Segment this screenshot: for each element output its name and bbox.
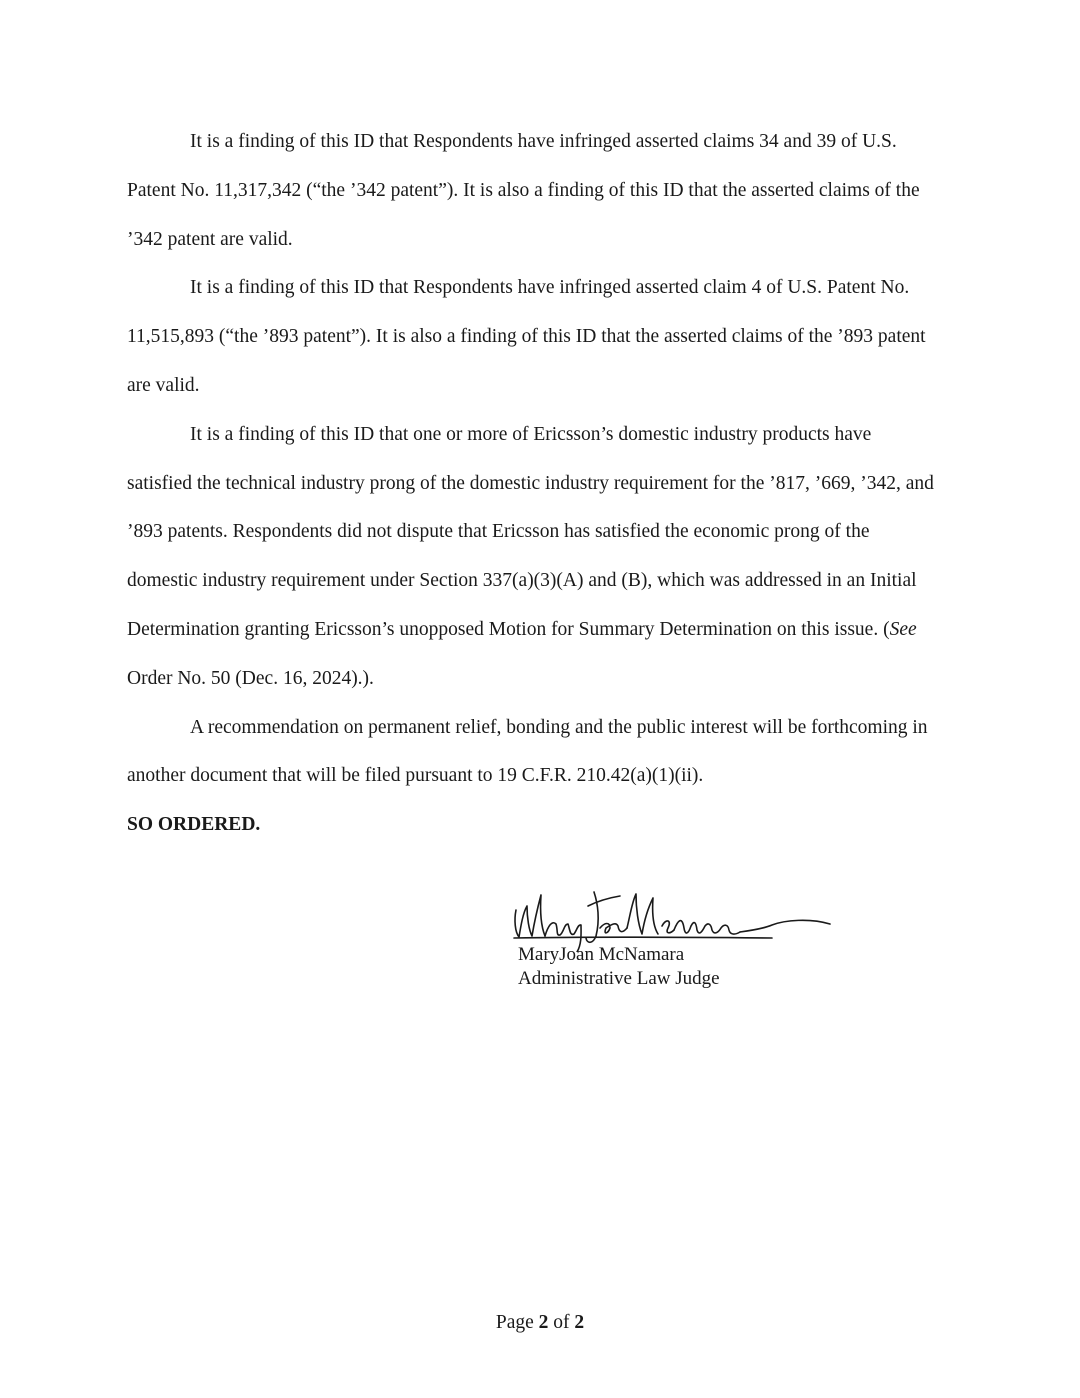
- page-current-number: 2: [538, 1312, 549, 1333]
- signature-block: [510, 880, 850, 990]
- page-separator: of: [548, 1312, 575, 1333]
- citation-signal: See: [889, 618, 917, 640]
- signatory-name: MaryJoan McNamara: [518, 944, 685, 965]
- paragraph-text: It is a finding of this ID that Respondents have infringed asserted claims 34 and 39 of U.S. Patent No. 11,317,342 (“the ’342 patent”). It is also a finding of this ID that the asserted claims of the ’342 patent are valid.: [127, 131, 920, 250]
- paragraph-domestic-industry: [127, 411, 939, 704]
- handwritten-signature: [510, 880, 840, 952]
- paragraph-text: It is a finding of this ID that Respondents have infringed asserted claim 4 of U.S. Patent No. 11,515,893 (“the ’893 patent”). It is also a finding of this ID that the asserted claims of the ’893 patent are valid.: [127, 277, 926, 396]
- paragraph-recommendation: [127, 704, 939, 802]
- page-total-number: 2: [574, 1312, 585, 1333]
- page-footer: [0, 1310, 1080, 1336]
- paragraph-text: A recommendation on permanent relief, bonding and the public interest will be forthcoming in another document that will be filed pursuant to 19 C.F.R. 210.42(a)(1)(ii).: [127, 716, 928, 787]
- paragraph-infringement-893: [127, 264, 939, 410]
- citation-text: Order No. 50 (Dec. 16, 2024).).: [127, 667, 374, 689]
- signatory-title: Administrative Law Judge: [518, 968, 720, 989]
- paragraph-text: It is a finding of this ID that one or more of Ericsson’s domestic industry products have satisfied the technical industry prong of the domestic industry requirement for the ’817, ’669, ’342, and ’893 patents. Respondents did not dispute that Ericsson has satisfied the economic prong of the domestic industry requirement under Section 337(a)(3)(A) and (B), which was addressed in an Initial Determination granting Ericsson’s unopposed Motion for Summary Determination on this issue. (: [127, 423, 934, 640]
- document-body: [127, 118, 939, 850]
- so-ordered-heading: SO ORDERED.: [127, 814, 261, 836]
- page-label: Page: [495, 1312, 539, 1333]
- paragraph-infringement-342: [127, 118, 939, 264]
